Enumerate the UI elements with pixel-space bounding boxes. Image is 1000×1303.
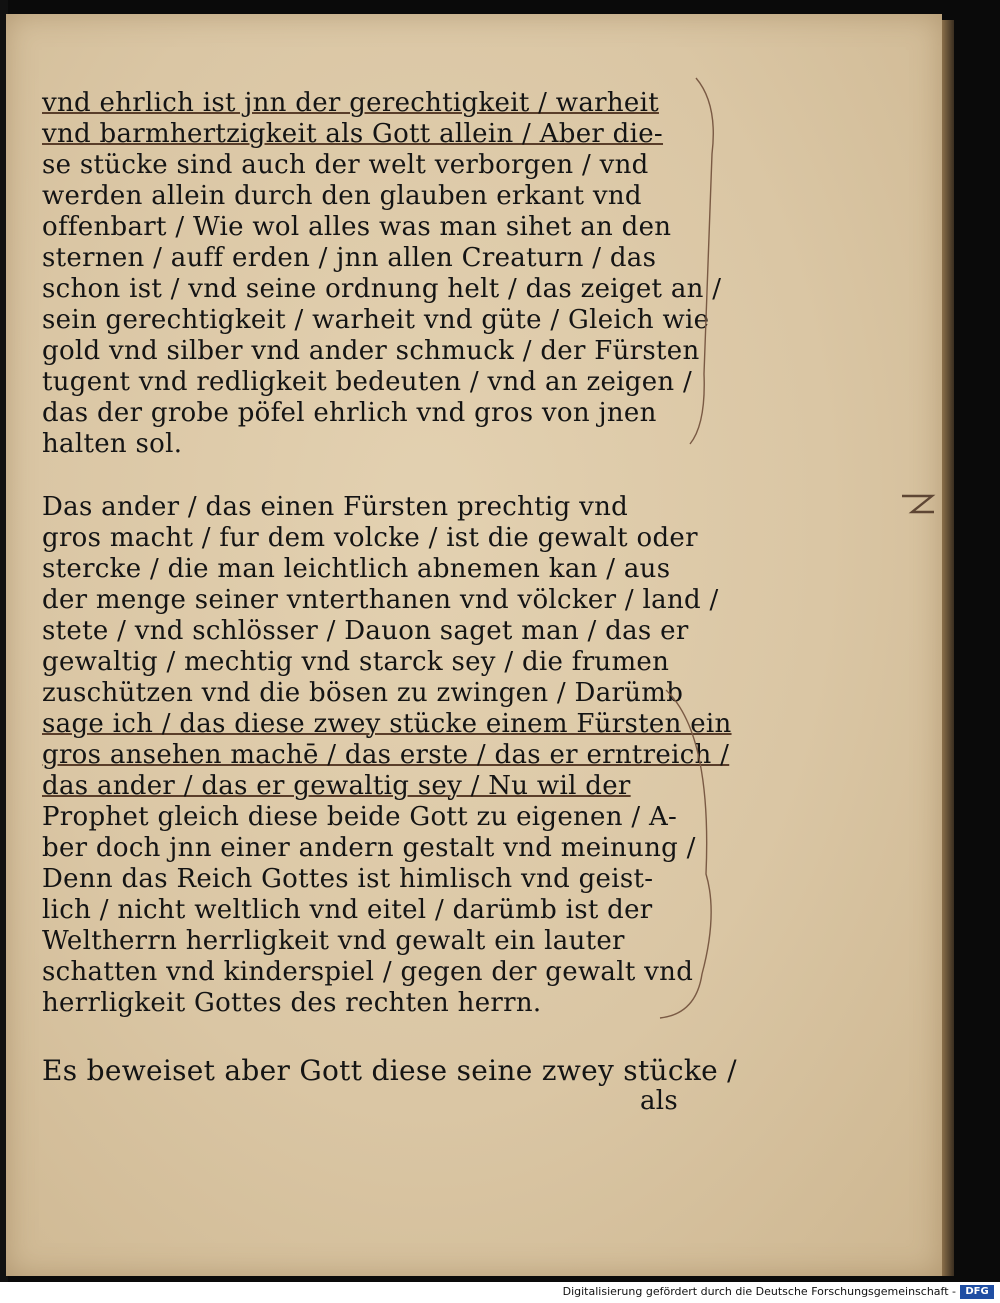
text-line: stete / vnd schlösser / Dauon saget man / das er <box>42 616 689 646</box>
footer-bar <box>0 1282 1000 1303</box>
text-line: gewaltig / mechtig vnd starck sey / die frumen <box>42 647 670 677</box>
text-line: Prophet gleich diese beide Gott zu eigenen / A- <box>42 802 678 832</box>
text-line: Weltherrn herrligkeit vnd gewalt ein lauter <box>42 926 625 956</box>
catchword: als <box>639 1086 678 1116</box>
margin-annotations <box>6 14 942 1276</box>
margin-mark-z <box>902 496 934 512</box>
text-line: vnd barmhertzigkeit als Gott allein / Aber die- <box>42 119 664 149</box>
text-line: vnd ehrlich ist jnn der gerechtigkeit / warheit <box>42 88 659 118</box>
text-line: lich / nicht weltlich vnd eitel / darümb ist der <box>42 895 653 925</box>
text-line: gros ansehen machē / das erste / das er erntreich / <box>42 740 730 770</box>
page-edge <box>942 20 954 1276</box>
digitization-credit: Digitalisierung gefördert durch die Deutsche Forschungsgemeinschaft - <box>562 1285 956 1298</box>
text-line: Das ander / das einen Fürsten prechtig vnd <box>42 492 629 522</box>
text-line: ber doch jnn einer andern gestalt vnd meinung / <box>42 833 696 863</box>
text-line: sternen / auff erden / jnn allen Creaturn / das <box>42 243 657 273</box>
text-line: der menge seiner vnterthanen vnd völcker / land / <box>42 585 719 615</box>
text-line: stercke / die man leichtlich abnemen kan / aus <box>42 554 671 584</box>
text-line: sage ich / das diese zwey stücke einem Fürsten ein <box>42 709 732 739</box>
text-line: schon ist / vnd seine ordnung helt / das zeiget an / <box>42 274 722 304</box>
text-line: gold vnd silber vnd ander schmuck / der Fürsten <box>42 336 700 366</box>
text-line: Denn das Reich Gottes ist himlisch vnd geist- <box>42 864 654 894</box>
margin-bracket-top <box>690 78 713 444</box>
margin-bracket-bottom <box>660 690 711 1018</box>
text-line: gros macht / fur dem volcke / ist die gewalt oder <box>42 523 698 553</box>
text-line: sein gerechtigkeit / warheit vnd güte / Gleich wie <box>42 305 710 335</box>
book-page <box>6 14 942 1276</box>
text-line: schatten vnd kinderspiel / gegen der gewalt vnd <box>42 957 694 987</box>
text-line: zuschützen vnd die bösen zu zwingen / Darümb <box>42 678 684 708</box>
text-line-last: Es beweiset aber Gott diese seine zwey stücke / <box>42 1054 737 1087</box>
text-line: halten sol. <box>42 429 183 459</box>
text-line: werden allein durch den glauben erkant vnd <box>42 181 642 211</box>
dfg-logo: DFG <box>960 1285 994 1299</box>
text-line: offenbart / Wie wol alles was man sihet an den <box>42 212 672 242</box>
text-line: se stücke sind auch der welt verborgen / vnd <box>42 150 649 180</box>
text-line: tugent vnd redligkeit bedeuten / vnd an zeigen / <box>42 367 693 397</box>
text-line: das ander / das er gewaltig sey / Nu wil der <box>42 771 631 801</box>
text-line: das der grobe pöfel ehrlich vnd gros von jnen <box>42 398 657 428</box>
text-line: herrligkeit Gottes des rechten herrn. <box>42 988 542 1018</box>
